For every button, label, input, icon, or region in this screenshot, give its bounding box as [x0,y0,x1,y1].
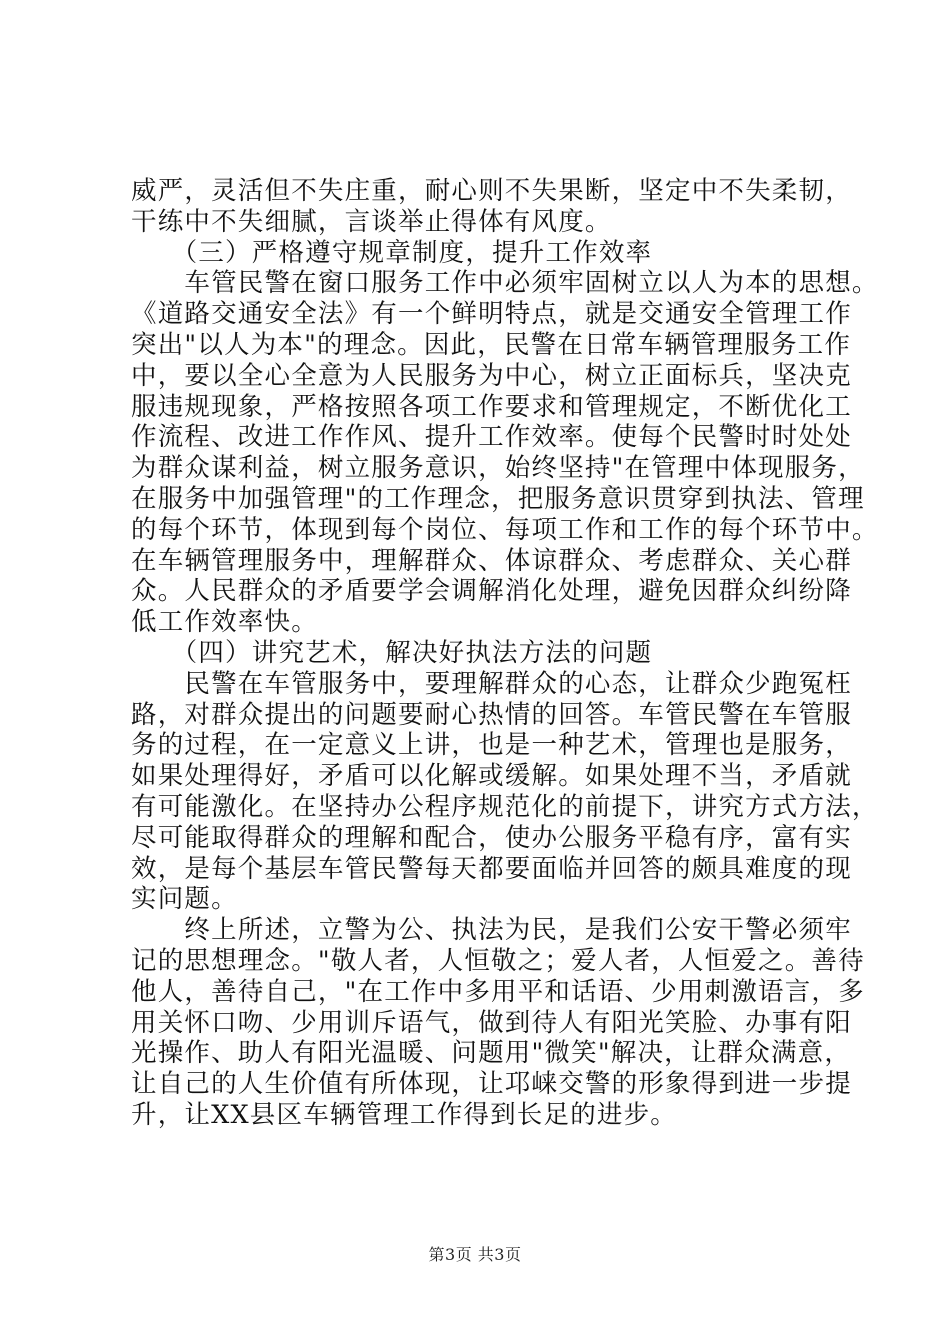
text-line: 威严，灵活但不失庄重，耐心则不失果断，坚定中不失柔韧， [131,176,852,206]
text-line: 的每个环节，体现到每个岗位、每项工作和工作的每个环节中。 [131,514,879,545]
page-footer: 第3页 共3页 [428,1245,522,1264]
text-line: 民警在车管服务中，要理解群众的心态，让群众少跑冤枉 [131,668,852,699]
text-line: 在服务中加强管理"的工作理念，把服务意识贯穿到执法、管理 [131,483,865,514]
text-line: 用关怀口吻、少用训斥语气，做到待人有阳光笑脸、办事有阳 [131,1007,852,1038]
text-line: 干练中不失细腻，言谈举止得体有风度。 [131,206,612,237]
text-line: 在车辆管理服务中，理解群众、体谅群众、考虑群众、关心群 [131,545,852,576]
text-line: 路，对群众提出的问题要耐心热情的回答。车管民警在车管服 [131,699,852,730]
text-line: 他人，善待自己，"在工作中多用平和话语、少用刺激语言，多 [131,976,865,1007]
text-line: 实问题。 [131,884,238,915]
text-line: 有可能激化。在坚持办公程序规范化的前提下，讲究方式方法， [131,791,879,822]
text-line: 车管民警在窗口服务工作中必须牢固树立以人为本的思想。 [131,268,879,299]
text-line: 突出"以人为本"的理念。因此，民警在日常车辆管理服务工作 [131,329,852,360]
text-line: 效，是每个基层车管民警每天都要面临并回答的颇具难度的现 [131,853,852,884]
text-line: 服违规现象，严格按照各项工作要求和管理规定，不断优化工 [131,391,852,422]
text-line: 如果处理得好，矛盾可以化解或缓解。如果处理不当，矛盾就 [131,761,852,792]
text-line: 让自己的人生价值有所体现，让邛崃交警的形象得到进一步提 [131,1069,852,1100]
text-line: （四）讲究艺术，解决好执法方法的问题 [131,637,653,668]
text-line: 低工作效率快。 [131,607,318,638]
text-line: 务的过程，在一定意义上讲，也是一种艺术，管理也是服务， [131,730,852,761]
text-line: 《道路交通安全法》有一个鲜明特点，就是交通安全管理工作 [131,299,852,330]
text-line: 记的思想理念。"敬人者，人恒敬之；爱人者，人恒爱之。善待 [131,945,865,976]
text-line: 升，让XX县区车辆管理工作得到长足的进步。 [131,1099,678,1130]
document-body [131,176,879,1131]
text-line: 作流程、改进工作作风、提升工作效率。使每个民警时时处处 [131,422,852,453]
text-line: 光操作、助人有阳光温暖、问题用"微笑"解决，让群众满意， [131,1038,852,1069]
text-line: 众。人民群众的矛盾要学会调解消化处理，避免因群众纠纷降 [131,576,852,607]
text-line: 为群众谋利益，树立服务意识，始终坚持"在管理中体现服务， [131,453,865,484]
text-line: 终上所述，立警为公、执法为民，是我们公安干警必须牢 [131,915,852,946]
text-line: 中，要以全心全意为人民服务为中心，树立正面标兵，坚决克 [131,360,852,391]
text-line: （三）严格遵守规章制度，提升工作效率 [131,237,653,268]
text-line: 尽可能取得群众的理解和配合，使办公服务平稳有序，富有实 [131,822,852,853]
